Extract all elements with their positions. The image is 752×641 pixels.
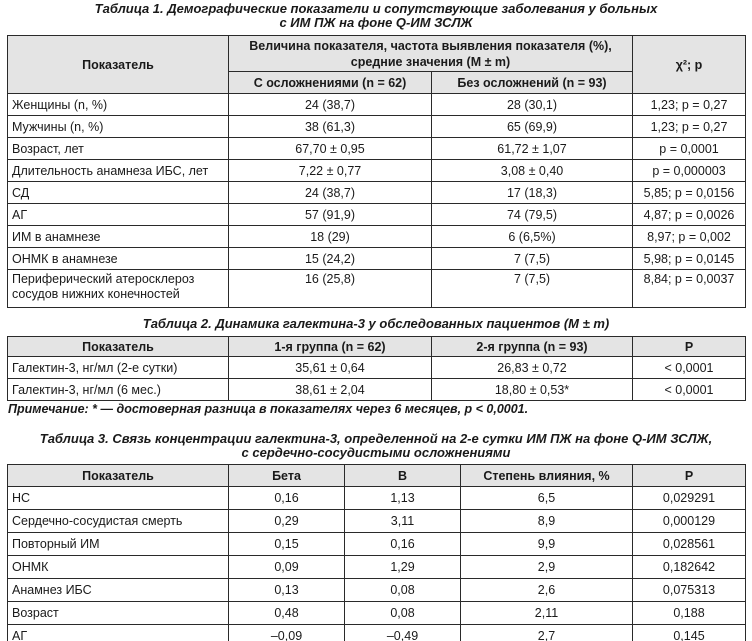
cell-p: 0,182642 (633, 556, 746, 579)
table3-header-influence: Степень влияния, % (461, 465, 633, 487)
table3-caption-line2: с сердечно-сосудистыми осложнениями (241, 445, 511, 460)
cell-p: 0,028561 (633, 533, 746, 556)
cell-with: 16 (25,8) (229, 270, 432, 308)
table1-header-value-line1: Величина показателя, частота выявления показателя (%), (249, 38, 612, 53)
cell-p: < 0,0001 (633, 357, 746, 379)
table3-header-b: B (345, 465, 461, 487)
table2-header-indicator: Показатель (8, 337, 229, 357)
cell-with: 24 (38,7) (229, 94, 432, 116)
cell-p: < 0,0001 (633, 379, 746, 401)
table-row (8, 533, 746, 556)
row-label: АГ (8, 625, 229, 641)
cell-with: 24 (38,7) (229, 182, 432, 204)
table-row (8, 625, 746, 641)
table-row (8, 248, 746, 270)
cell-influence: 6,5 (461, 487, 633, 510)
table-row (8, 204, 746, 226)
cell-group1: 35,61 ± 0,64 (229, 357, 432, 379)
table3 (7, 464, 746, 641)
table-row (8, 556, 746, 579)
cell-beta: 0,13 (229, 579, 345, 602)
cell-beta: 0,09 (229, 556, 345, 579)
cell-chi: 1,23; p = 0,27 (633, 94, 746, 116)
table3-header-beta: Бета (229, 465, 345, 487)
cell-b: 0,08 (345, 579, 461, 602)
cell-b: 0,08 (345, 602, 461, 625)
table3-header-indicator: Показатель (8, 465, 229, 487)
row-label: ОНМК (8, 556, 229, 579)
table-row (8, 94, 746, 116)
table-row (8, 579, 746, 602)
cell-without: 6 (6,5%) (432, 226, 633, 248)
row-label: ОНМК в анамнезе (8, 248, 229, 270)
table-row (8, 270, 746, 308)
cell-beta: 0,16 (229, 487, 345, 510)
cell-influence: 2,6 (461, 579, 633, 602)
cell-with: 15 (24,2) (229, 248, 432, 270)
cell-without: 61,72 ± 1,07 (432, 138, 633, 160)
cell-p: 0,188 (633, 602, 746, 625)
cell-b: –0,49 (345, 625, 461, 641)
cell-influence: 8,9 (461, 510, 633, 533)
row-label: Женщины (n, %) (8, 94, 229, 116)
table-row (8, 160, 746, 182)
cell-without: 7 (7,5) (432, 248, 633, 270)
cell-b: 0,16 (345, 533, 461, 556)
row-label: АГ (8, 204, 229, 226)
cell-chi: 5,98; p = 0,0145 (633, 248, 746, 270)
row-label: Анамнез ИБС (8, 579, 229, 602)
row-label: ИМ в анамнезе (8, 226, 229, 248)
row-label: Сердечно-сосудистая смерть (8, 510, 229, 533)
cell-b: 1,13 (345, 487, 461, 510)
table2-caption: Таблица 2. Динамика галектина-3 у обследованных пациентов (M ± m) (142, 316, 610, 331)
table1-header-value-line2: средние значения (M ± m) (350, 54, 511, 69)
row-label: Возраст, лет (8, 138, 229, 160)
cell-with: 57 (91,9) (229, 204, 432, 226)
table1-caption-line2: с ИМ ПЖ на фоне Q-ИМ ЗСЛЖ (279, 15, 473, 30)
cell-influence: 2,9 (461, 556, 633, 579)
cell-beta: 0,29 (229, 510, 345, 533)
cell-with: 18 (29) (229, 226, 432, 248)
table3-header-p: P (633, 465, 746, 487)
table-row (8, 357, 746, 379)
table-row (8, 116, 746, 138)
table-row (8, 226, 746, 248)
cell-p: 0,145 (633, 625, 746, 641)
table1-header-with: С осложнениями (n = 62) (229, 72, 432, 94)
row-label: СД (8, 182, 229, 204)
cell-without: 28 (30,1) (432, 94, 633, 116)
cell-chi: 8,97; p = 0,002 (633, 226, 746, 248)
cell-beta: –0,09 (229, 625, 345, 641)
cell-beta: 0,15 (229, 533, 345, 556)
cell-influence: 2,7 (461, 625, 633, 641)
row-label: Мужчины (n, %) (8, 116, 229, 138)
table2-header-p: P (633, 337, 746, 357)
table3-caption-line1: Таблица 3. Связь концентрации галектина-3, определенной на 2-е сутки ИМ ПЖ на фоне Q-ИМ ЗСЛЖ, (39, 431, 713, 446)
table2-header-group2: 2-я группа (n = 93) (432, 337, 633, 357)
table-row (8, 510, 746, 533)
cell-chi: 1,23; p = 0,27 (633, 116, 746, 138)
row-label: Периферический атеросклероз сосудов нижних конечностей (8, 270, 229, 308)
cell-group2: 18,80 ± 0,53* (432, 379, 633, 401)
table1-header-chi: χ²; p (633, 36, 746, 94)
cell-without: 17 (18,3) (432, 182, 633, 204)
table-row (8, 138, 746, 160)
cell-without: 65 (69,9) (432, 116, 633, 138)
cell-chi: 5,85; p = 0,0156 (633, 182, 746, 204)
table-row (8, 182, 746, 204)
cell-p: 0,075313 (633, 579, 746, 602)
table2 (7, 336, 746, 401)
table2-header-group1: 1-я группа (n = 62) (229, 337, 432, 357)
cell-b: 1,29 (345, 556, 461, 579)
cell-without: 3,08 ± 0,40 (432, 160, 633, 182)
cell-without: 74 (79,5) (432, 204, 633, 226)
cell-group1: 38,61 ± 2,04 (229, 379, 432, 401)
row-label: Галектин-3, нг/мл (6 мес.) (8, 379, 229, 401)
table1 (7, 35, 746, 308)
row-label: Возраст (8, 602, 229, 625)
cell-with: 38 (61,3) (229, 116, 432, 138)
row-label: НС (8, 487, 229, 510)
cell-chi: p = 0,0001 (633, 138, 746, 160)
cell-group2: 26,83 ± 0,72 (432, 357, 633, 379)
cell-chi: 4,87; p = 0,0026 (633, 204, 746, 226)
cell-influence: 9,9 (461, 533, 633, 556)
table2-note: Примечание: * — достоверная разница в показателях через 6 месяцев, p < 0,0001. (8, 402, 529, 416)
row-label: Повторный ИМ (8, 533, 229, 556)
table-row (8, 602, 746, 625)
cell-b: 3,11 (345, 510, 461, 533)
cell-beta: 0,48 (229, 602, 345, 625)
cell-with: 67,70 ± 0,95 (229, 138, 432, 160)
cell-influence: 2,11 (461, 602, 633, 625)
table1-header-indicator: Показатель (8, 36, 229, 94)
table1-caption-line1: Таблица 1. Демографические показатели и сопутствующие заболевания у больных (94, 1, 658, 16)
cell-p: 0,029291 (633, 487, 746, 510)
table-row (8, 379, 746, 401)
row-label: Галектин-3, нг/мл (2-е сутки) (8, 357, 229, 379)
table1-header-without: Без осложнений (n = 93) (432, 72, 633, 94)
cell-with: 7,22 ± 0,77 (229, 160, 432, 182)
table1-header-value (229, 36, 633, 72)
cell-chi: p = 0,000003 (633, 160, 746, 182)
row-label: Длительность анамнеза ИБС, лет (8, 160, 229, 182)
table-row (8, 487, 746, 510)
cell-chi: 8,84; p = 0,0037 (633, 270, 746, 308)
cell-p: 0,000129 (633, 510, 746, 533)
cell-without: 7 (7,5) (432, 270, 633, 308)
